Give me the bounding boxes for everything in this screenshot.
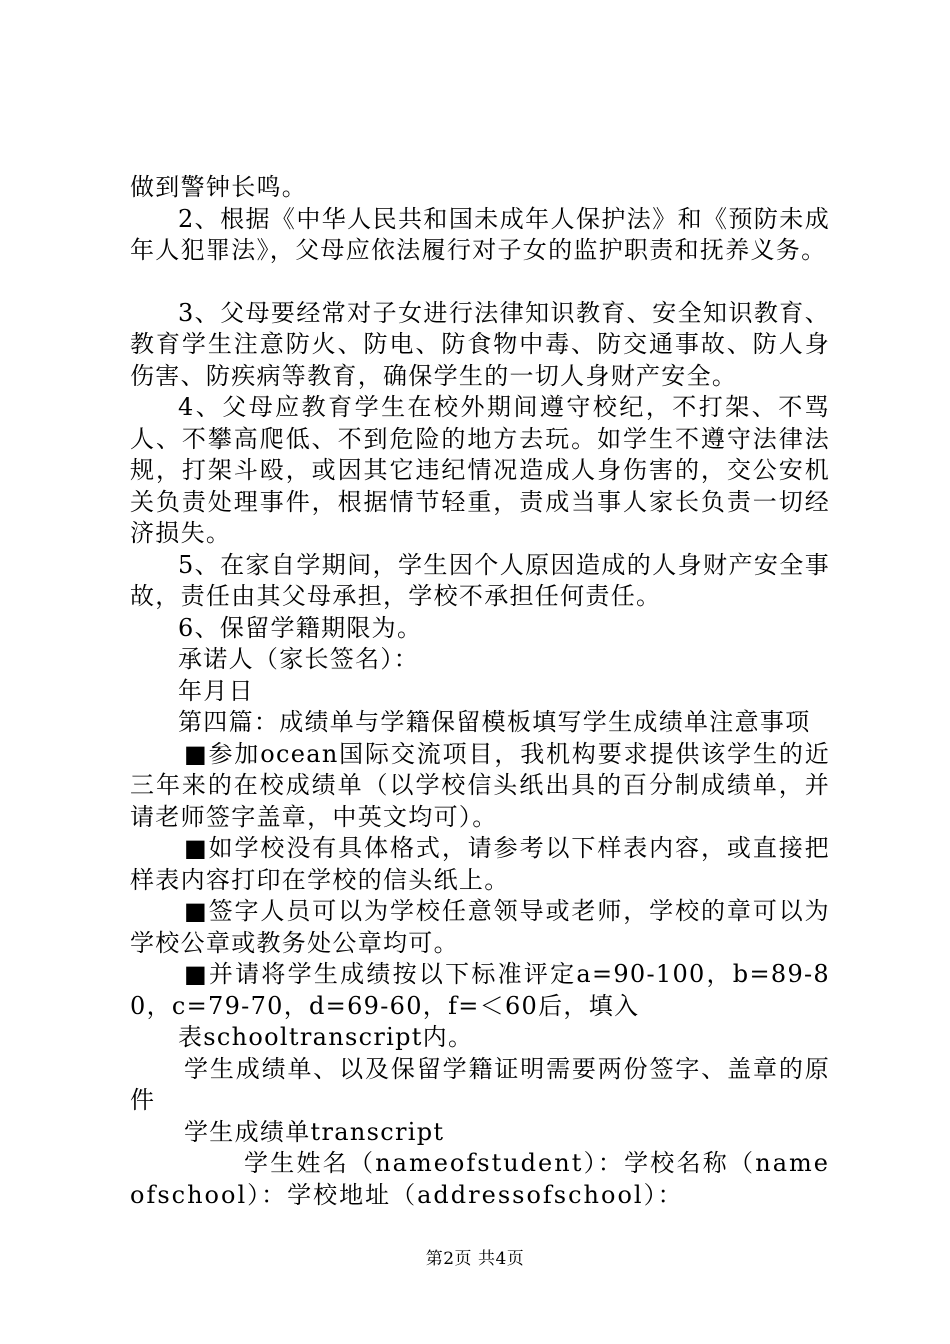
- bullet-paragraph-4: ■并请将学生成绩按以下标准评定a=90-100，b=89-80，c=79-70，d=69-60，f=＜60后，填入: [130, 960, 830, 1020]
- bullet-paragraph-2: ■如学校没有具体格式，请参考以下样表内容，或直接把样表内容打印在学校的信头纸上。: [130, 834, 830, 894]
- bullet-paragraph-3: ■签字人员可以为学校任意领导或老师，学校的章可以为学校公章或教务处公章均可。: [130, 897, 830, 957]
- paragraph-item-2: 2、根据《中华人民共和国未成年人保护法》和《预防未成年人犯罪法》，父母应依法履行对子女的监护职责和抚养义务。: [130, 204, 830, 264]
- paragraph-item-5: 5、在家自学期间，学生因个人原因造成的人身财产安全事故，责任由其父母承担，学校不承担任何责任。: [130, 550, 830, 610]
- transcript-fields: 学生姓名（nameofstudent）：学校名称（nameofschool）：学校地址（addressofschool）：: [130, 1149, 830, 1209]
- signer-line: 承诺人（家长签名）：: [178, 645, 419, 673]
- paragraph-item-4: 4、父母应教育学生在校外期间遵守校纪，不打架、不骂人、不攀高爬低、不到危险的地方去玩。如学生不遵守法律法规，打架斗殴，或因其它违纪情况造成人身伤害的，交公安机关负责处理事件，根据情节轻重，责成当事人家长负责一切经济损失。: [130, 393, 830, 547]
- section-title: 第四篇：成绩单与学籍保留模板填写学生成绩单注意事项: [178, 708, 811, 736]
- bullet-paragraph-4-continued: 表schooltranscript内。: [178, 1023, 474, 1051]
- bullet-paragraph-1: ■参加ocean国际交流项目，我机构要求提供该学生的近三年来的在校成绩单（以学校信头纸出具的百分制成绩单，并请老师签字盖章，中英文均可）。: [130, 739, 830, 831]
- date-line: 年月日: [178, 676, 254, 705]
- transcript-heading: 学生成绩单transcript: [184, 1117, 445, 1146]
- paragraph-continuation: 做到警钟长鸣。: [130, 173, 308, 201]
- paragraph-item-3: 3、父母要经常对子女进行法律知识教育、安全知识教育、教育学生注意防火、防电、防食物中毒、防交通事故、防人身伤害、防疾病等教育，确保学生的一切人身财产安全。: [130, 298, 830, 390]
- paragraph-item-6: 6、保留学籍期限为。: [178, 613, 423, 642]
- page-footer: 第2页 共4页: [425, 1249, 525, 1269]
- document-body: [130, 172, 830, 1211]
- original-copy-note: 学生成绩单、以及保留学籍证明需要两份签字、盖章的原件: [130, 1054, 830, 1114]
